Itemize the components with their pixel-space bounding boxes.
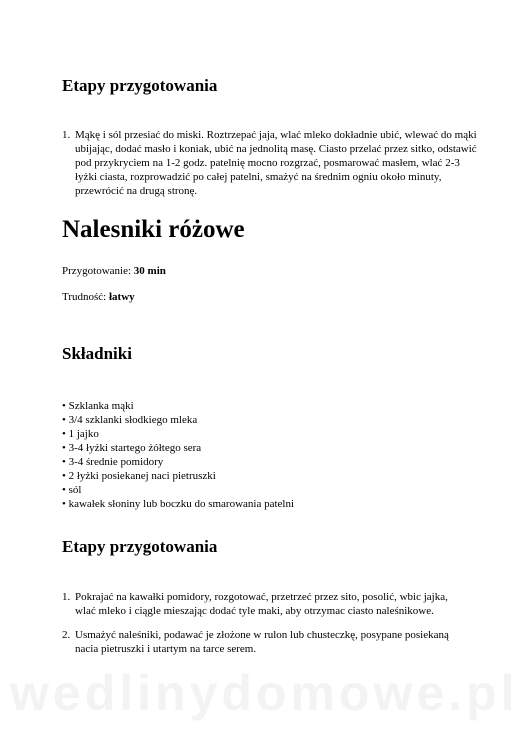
step-line: Mąkę i sól przesiać do miski. Roztrzepać jaja, wlać mleko dokładnie ubić, wlewać do mąki xyxy=(75,129,477,141)
step-item xyxy=(62,590,482,618)
ingredients-heading: Składniki xyxy=(62,344,132,363)
step-line: przewrócić na drugą stronę. xyxy=(75,185,198,197)
ingredient-item: • kawałek słoniny lub boczku do smarowania patelni xyxy=(62,498,295,510)
ingredient-item: • 3-4 średnie pomidory xyxy=(62,456,164,468)
ingredient-item: • Szklanka mąki xyxy=(62,400,134,412)
step-line: Usmażyć naleśniki, podawać je złożone w rulon lub chusteczkę, posypane posiekaną xyxy=(75,629,449,641)
prep-time xyxy=(62,264,166,278)
step-line: łyżki ciasta, rozprowadzić po całej patelni, smażyć na średnim ogniu około minuty, xyxy=(75,171,442,183)
step-item xyxy=(62,128,482,198)
steps-heading-1: Etapy przygotowania xyxy=(62,76,218,95)
prep-label: Przygotowanie: xyxy=(62,265,132,277)
prep-value: 30 min xyxy=(133,265,166,277)
ingredient-item: • 3/4 szklanki słodkiego mleka xyxy=(62,414,198,426)
difficulty-value: łatwy xyxy=(108,291,135,303)
recipe-title: Nalesniki różowe xyxy=(62,216,245,243)
ingredient-item: • 1 jajko xyxy=(62,428,99,440)
steps-list-1 xyxy=(62,128,482,198)
step-number: 1. xyxy=(62,591,71,603)
step-line: wlać mleko i ciągle mieszając dodać tyle maki, aby otrzymac ciasto naleśnikowe. xyxy=(75,605,434,617)
step-number: 1. xyxy=(62,129,71,141)
step-line: ubijając, dodać masło i koniak, ubić na jednolitą masę. Ciasto przelać przez sitko, odstawić xyxy=(75,143,477,155)
step-line: Pokrajać na kawałki pomidory, rozgotować, przetrzeć przez sito, posolić, wbic jajka, xyxy=(75,591,448,603)
step-number: 2. xyxy=(62,629,71,641)
steps-list-2 xyxy=(62,590,482,656)
ingredient-item: • 2 łyżki posiekanej naci pietruszki xyxy=(62,470,216,482)
ingredients-list xyxy=(62,399,462,511)
ingredient-item: • sól xyxy=(62,484,82,496)
difficulty-label: Trudność: xyxy=(62,291,107,303)
watermark: wedlinydomowe.pl xyxy=(10,665,519,721)
step-item xyxy=(62,628,482,656)
ingredient-item: • 3-4 łyżki startego żółtego sera xyxy=(62,442,202,454)
step-line: pod przykryciem na 1-2 godz. patelnię mocno rozgrzać, posmarować masłem, wlać 2-3 xyxy=(75,157,460,169)
difficulty xyxy=(62,290,135,304)
steps-heading-2: Etapy przygotowania xyxy=(62,537,218,556)
step-line: nacia pietruszki i utartym na tarce serem. xyxy=(75,643,257,655)
